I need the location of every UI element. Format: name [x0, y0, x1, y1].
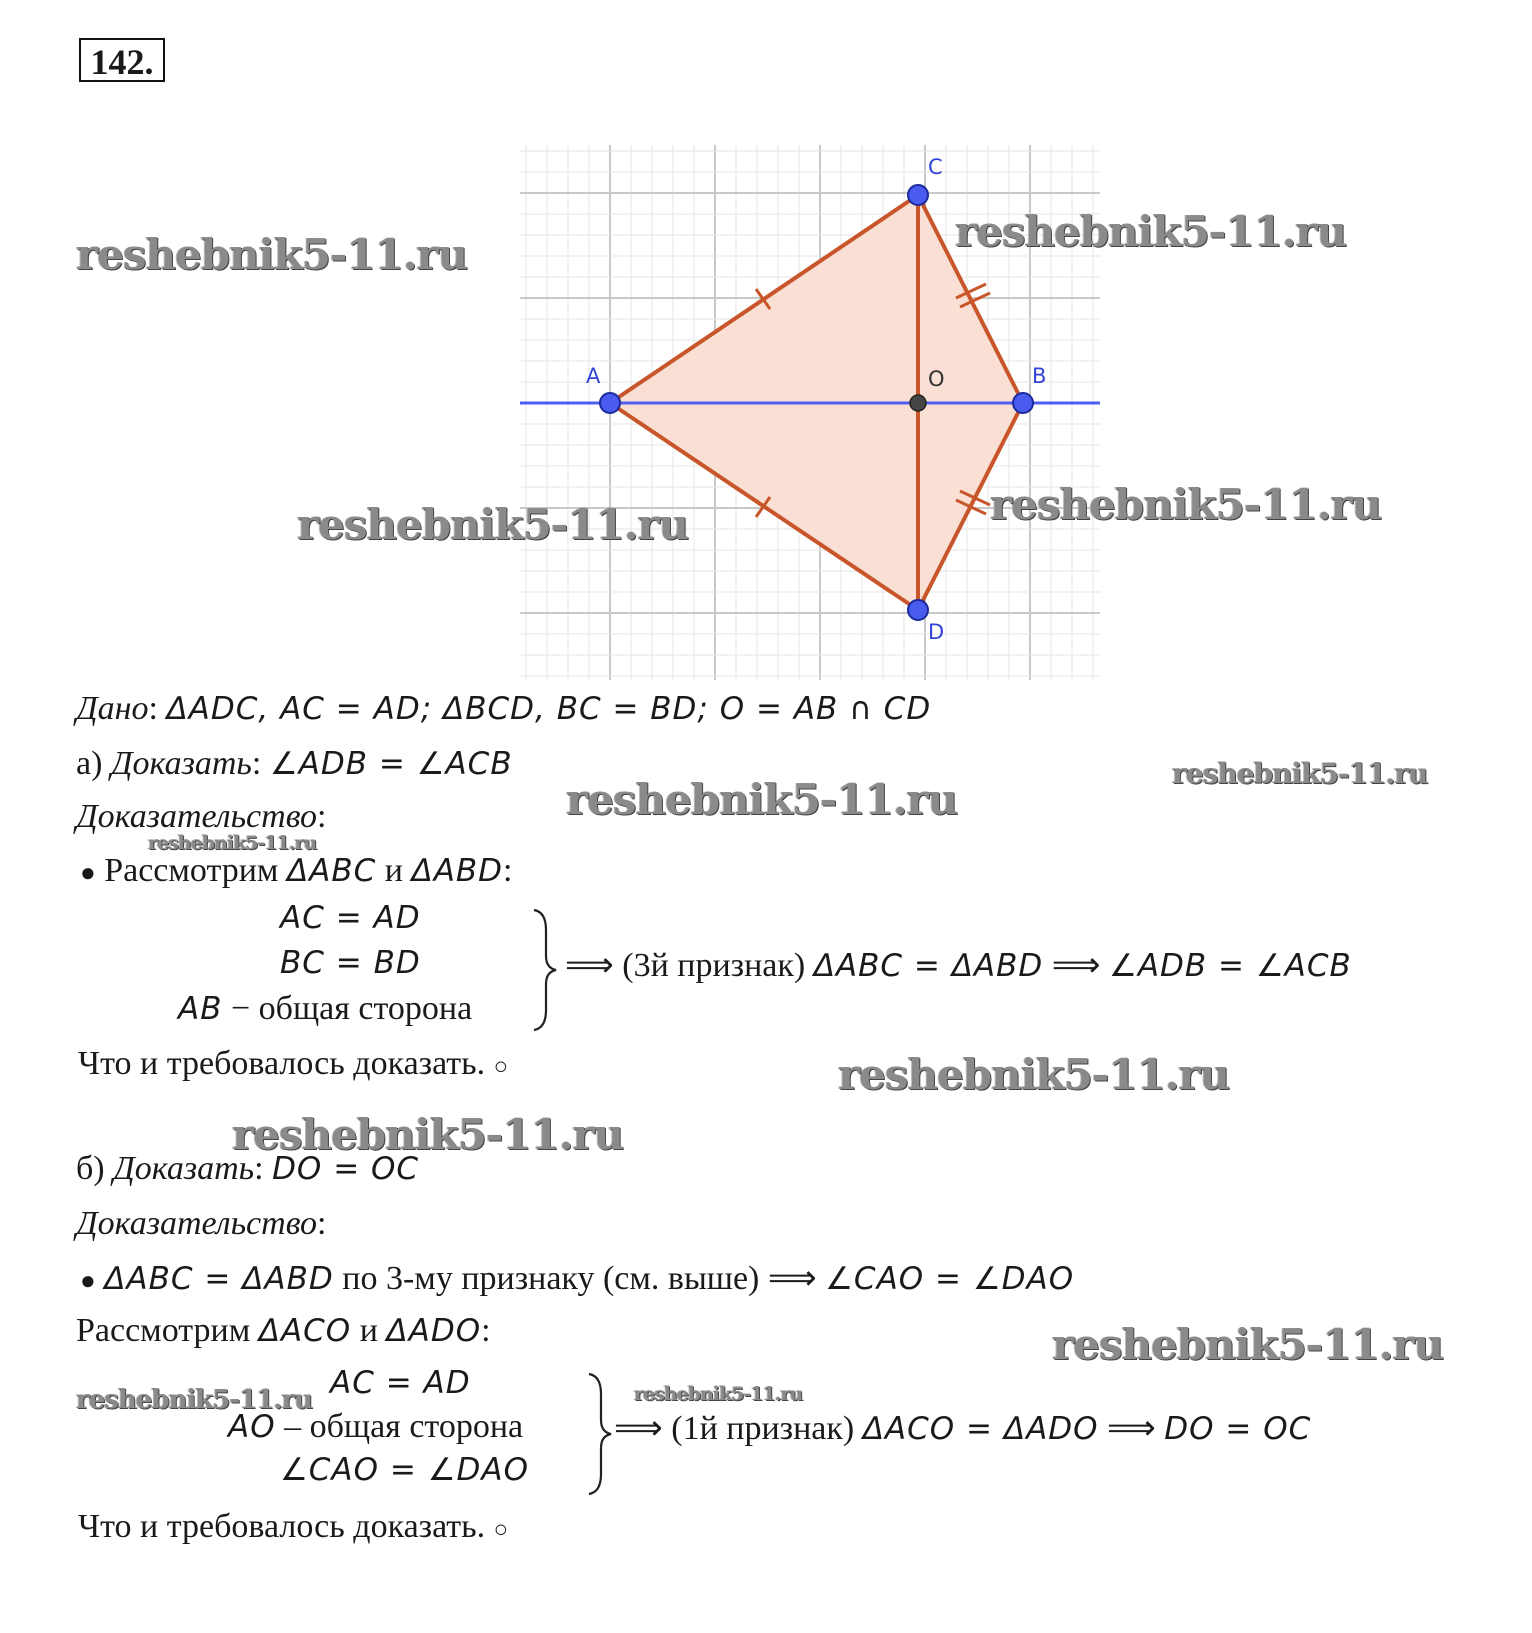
- watermark: reshebnik5-11.ru: [76, 1385, 313, 1415]
- part-a-criterion: (3й признак): [622, 947, 806, 984]
- implies: ⟹: [767, 1260, 817, 1297]
- watermark: reshebnik5-11.ru: [148, 832, 317, 854]
- given-statement: ΔADC, AC = AD; ΔBCD, BC = BD; O = AB ∩ CD: [166, 691, 932, 727]
- part-b-common-text: – общая сторона: [284, 1408, 524, 1445]
- qed-text: Что и требовалось доказать.: [78, 1045, 486, 1082]
- implies: ⟹: [614, 1410, 663, 1447]
- watermark: reshebnik5-11.ru: [955, 207, 1347, 256]
- qed-text: Что и требовалось доказать.: [78, 1508, 486, 1545]
- part-b-line1-text: по 3-му признаку (см. выше): [342, 1260, 760, 1297]
- part-a-consider-word: Рассмотрим: [104, 852, 279, 889]
- watermark: reshebnik5-11.ru: [1052, 1320, 1444, 1369]
- implies: ⟹: [565, 947, 614, 984]
- part-a-prove-label: Доказать: [110, 745, 252, 782]
- label-o: O: [928, 367, 945, 391]
- part-a-and: и: [384, 852, 403, 889]
- implies: ⟹: [1051, 947, 1101, 984]
- watermark: reshebnik5-11.ru: [566, 775, 958, 824]
- colon: :: [254, 1150, 264, 1187]
- given-label: Дано: [76, 690, 149, 727]
- part-b-brace: [585, 1372, 615, 1496]
- part-a-conclusion-result: ∠ADB = ∠ACB: [1109, 948, 1352, 984]
- part-b-prove-statement: DO = OC: [272, 1151, 420, 1187]
- part-a-condition-2: BC = BD: [280, 945, 421, 981]
- part-b-conclusion: [614, 1408, 1311, 1448]
- part-b-proof-label-line: [76, 1205, 326, 1243]
- part-b-consider-t1: ΔACO: [258, 1313, 352, 1349]
- implies: ⟹: [1107, 1410, 1156, 1447]
- colon: :: [148, 690, 158, 727]
- problem-number: 142.: [79, 38, 165, 82]
- watermark: reshebnik5-11.ru: [1172, 757, 1428, 790]
- part-b-prove-label: Доказать: [113, 1150, 255, 1187]
- colon: :: [251, 745, 262, 782]
- part-b-and: и: [359, 1312, 378, 1349]
- part-a-proof-label: Доказательство: [76, 798, 318, 835]
- part-b-condition-3: ∠CAO = ∠DAO: [280, 1452, 529, 1488]
- part-a-prove-line: [76, 745, 513, 783]
- point-d: [908, 600, 928, 620]
- colon: :: [481, 1312, 491, 1349]
- part-a-consider-line: [80, 852, 513, 890]
- watermark: reshebnik5-11.ru: [232, 1110, 624, 1159]
- part-b-condition-2: [228, 1408, 523, 1446]
- part-b-prove-line: [76, 1150, 419, 1188]
- watermark: reshebnik5-11.ru: [297, 500, 689, 549]
- part-b-criterion: (1й признак): [671, 1410, 855, 1447]
- label-c: C: [928, 155, 943, 179]
- part-a-brace: [530, 908, 560, 1032]
- part-a-qed: [78, 1045, 508, 1083]
- part-b-conclusion-eq: ΔACO = ΔADO: [862, 1411, 1099, 1447]
- part-a-conclusion-eq: ΔABC = ΔABD: [813, 948, 1044, 984]
- point-a: [600, 393, 620, 413]
- part-a-prove-statement: ∠ADB = ∠ACB: [269, 746, 513, 782]
- bullet: ●: [80, 1266, 96, 1295]
- label-a: A: [586, 364, 601, 388]
- part-a-conclusion: [565, 945, 1352, 985]
- part-b-proof-label: Доказательство: [76, 1205, 318, 1242]
- part-b-line1-eq: ΔABC = ΔABD: [104, 1261, 334, 1297]
- qed-mark: ○: [493, 1054, 509, 1080]
- colon: :: [503, 852, 513, 889]
- part-b-consider-t2: ΔADO: [386, 1313, 482, 1349]
- part-a-proof-label-line: [76, 798, 326, 836]
- part-a-condition-3: [178, 990, 472, 1028]
- part-b-consider-line: [76, 1312, 491, 1350]
- bullet: ●: [80, 858, 96, 887]
- given-line: [76, 690, 931, 728]
- qed-mark: ○: [493, 1517, 509, 1543]
- point-c: [908, 185, 928, 205]
- part-b-line1: [80, 1258, 1074, 1298]
- watermark: reshebnik5-11.ru: [990, 480, 1382, 529]
- part-a-prefix: а): [76, 745, 103, 782]
- point-b: [1013, 393, 1033, 413]
- watermark: reshebnik5-11.ru: [838, 1050, 1230, 1099]
- part-b-qed: [78, 1508, 508, 1546]
- part-b-consider-word: Рассмотрим: [76, 1312, 251, 1349]
- label-b: B: [1032, 364, 1047, 388]
- part-b-conclusion-result: DO = OC: [1164, 1411, 1312, 1447]
- colon: :: [317, 1205, 327, 1242]
- part-a-common-text: − общая сторона: [230, 990, 473, 1027]
- point-o: [910, 395, 926, 411]
- part-a-consider-t2: ΔABD: [411, 853, 504, 889]
- part-a-consider-t1: ΔABC: [286, 853, 377, 889]
- label-d: D: [928, 620, 945, 644]
- colon: :: [317, 798, 327, 835]
- part-b-line1-result: ∠CAO = ∠DAO: [825, 1261, 1075, 1297]
- part-a-condition-1: AC = AD: [280, 900, 421, 936]
- part-b-prefix: б): [76, 1150, 105, 1187]
- watermark: reshebnik5-11.ru: [634, 1383, 803, 1405]
- watermark: reshebnik5-11.ru: [76, 230, 468, 279]
- part-b-common-lhs: AO: [228, 1409, 276, 1445]
- part-b-condition-1: AC = AD: [330, 1365, 471, 1401]
- part-a-common-lhs: AB: [178, 991, 223, 1027]
